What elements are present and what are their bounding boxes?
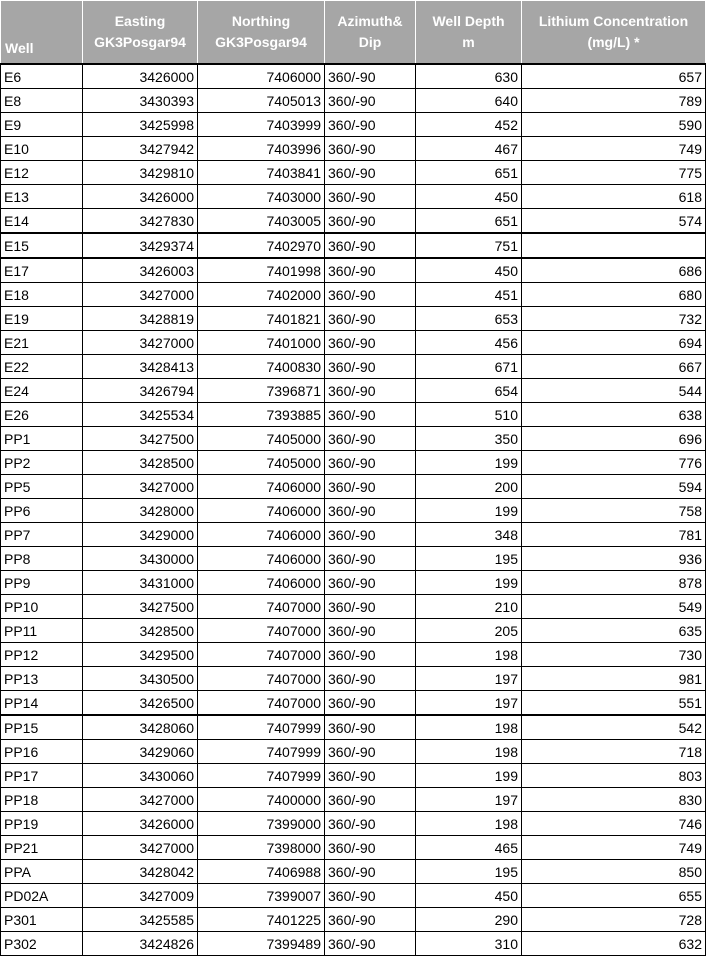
cell-well: PP7 xyxy=(1,523,83,547)
cell-easting: 3430000 xyxy=(83,547,198,571)
cell-azimuth-dip: 360/-90 xyxy=(325,860,416,884)
cell-easting: 3428819 xyxy=(83,307,198,331)
cell-northing: 7406000 xyxy=(198,547,325,571)
cell-well: PP12 xyxy=(1,643,83,667)
cell-azimuth-dip: 360/-90 xyxy=(325,209,416,234)
cell-well: PP5 xyxy=(1,475,83,499)
cell-azimuth-dip: 360/-90 xyxy=(325,715,416,740)
cell-lithium xyxy=(522,233,706,258)
cell-easting: 3428500 xyxy=(83,451,198,475)
header-azimuth-dip-line: Azimuth& xyxy=(337,13,403,29)
cell-lithium: 680 xyxy=(522,283,706,307)
cell-well: PP15 xyxy=(1,715,83,740)
cell-azimuth-dip: 360/-90 xyxy=(325,427,416,451)
cell-easting: 3426003 xyxy=(83,258,198,283)
cell-northing: 7407000 xyxy=(198,619,325,643)
cell-easting: 3427942 xyxy=(83,137,198,161)
cell-northing: 7407000 xyxy=(198,691,325,716)
cell-well-depth: 653 xyxy=(416,307,522,331)
cell-well: E8 xyxy=(1,89,83,113)
header-well-depth-line: m xyxy=(462,34,475,50)
cell-easting: 3429500 xyxy=(83,643,198,667)
cell-well-depth: 510 xyxy=(416,403,522,427)
cell-azimuth-dip: 360/-90 xyxy=(325,740,416,764)
header-northing-line: Northing xyxy=(231,13,291,29)
cell-well: E10 xyxy=(1,137,83,161)
table-row xyxy=(1,113,706,137)
cell-lithium: 544 xyxy=(522,379,706,403)
cell-azimuth-dip: 360/-90 xyxy=(325,403,416,427)
cell-well: PP17 xyxy=(1,764,83,788)
cell-well-depth: 671 xyxy=(416,355,522,379)
cell-lithium: 776 xyxy=(522,451,706,475)
table-row xyxy=(1,283,706,307)
cell-lithium: 775 xyxy=(522,161,706,185)
cell-well: PPA xyxy=(1,860,83,884)
cell-northing: 7406000 xyxy=(198,475,325,499)
table-row xyxy=(1,89,706,113)
cell-lithium: 594 xyxy=(522,475,706,499)
cell-well: PP16 xyxy=(1,740,83,764)
table-row xyxy=(1,64,706,89)
cell-well-depth: 450 xyxy=(416,185,522,209)
cell-northing: 7406000 xyxy=(198,571,325,595)
table-row xyxy=(1,908,706,932)
table-row xyxy=(1,209,706,234)
cell-azimuth-dip: 360/-90 xyxy=(325,475,416,499)
header-well-depth xyxy=(416,1,522,65)
cell-well: E13 xyxy=(1,185,83,209)
cell-well: E26 xyxy=(1,403,83,427)
cell-easting: 3429060 xyxy=(83,740,198,764)
table-row xyxy=(1,355,706,379)
cell-azimuth-dip: 360/-90 xyxy=(325,643,416,667)
cell-well: E15 xyxy=(1,233,83,258)
table-row xyxy=(1,307,706,331)
header-well-line: Well xyxy=(5,40,34,56)
cell-well: E14 xyxy=(1,209,83,234)
cell-azimuth-dip: 360/-90 xyxy=(325,233,416,258)
table-row xyxy=(1,860,706,884)
cell-well: PP19 xyxy=(1,812,83,836)
cell-northing: 7406000 xyxy=(198,523,325,547)
cell-well-depth: 290 xyxy=(416,908,522,932)
table-row xyxy=(1,379,706,403)
cell-well: P301 xyxy=(1,908,83,932)
cell-lithium: 657 xyxy=(522,64,706,89)
cell-easting: 3429000 xyxy=(83,523,198,547)
cell-northing: 7401000 xyxy=(198,331,325,355)
cell-azimuth-dip: 360/-90 xyxy=(325,836,416,860)
cell-azimuth-dip: 360/-90 xyxy=(325,884,416,908)
cell-lithium: 749 xyxy=(522,836,706,860)
cell-well-depth: 467 xyxy=(416,137,522,161)
cell-azimuth-dip: 360/-90 xyxy=(325,812,416,836)
table-row xyxy=(1,185,706,209)
cell-easting: 3427000 xyxy=(83,283,198,307)
cell-northing: 7406988 xyxy=(198,860,325,884)
cell-well-depth: 451 xyxy=(416,283,522,307)
cell-lithium: 730 xyxy=(522,643,706,667)
cell-well-depth: 456 xyxy=(416,331,522,355)
cell-easting: 3429374 xyxy=(83,233,198,258)
cell-well-depth: 640 xyxy=(416,89,522,113)
header-well xyxy=(1,1,83,65)
cell-well-depth: 654 xyxy=(416,379,522,403)
table-row xyxy=(1,836,706,860)
cell-easting: 3428042 xyxy=(83,860,198,884)
cell-well-depth: 450 xyxy=(416,258,522,283)
cell-well: PP1 xyxy=(1,427,83,451)
cell-easting: 3428500 xyxy=(83,619,198,643)
cell-well-depth: 452 xyxy=(416,113,522,137)
cell-well: E19 xyxy=(1,307,83,331)
cell-lithium: 781 xyxy=(522,523,706,547)
table-row xyxy=(1,233,706,258)
cell-azimuth-dip: 360/-90 xyxy=(325,137,416,161)
cell-well-depth: 465 xyxy=(416,836,522,860)
cell-azimuth-dip: 360/-90 xyxy=(325,788,416,812)
header-well-depth-line: Well Depth xyxy=(432,13,505,29)
cell-well-depth: 195 xyxy=(416,547,522,571)
cell-azimuth-dip: 360/-90 xyxy=(325,258,416,283)
cell-northing: 7407999 xyxy=(198,764,325,788)
cell-azimuth-dip: 360/-90 xyxy=(325,932,416,956)
table-row xyxy=(1,258,706,283)
cell-lithium: 551 xyxy=(522,691,706,716)
cell-azimuth-dip: 360/-90 xyxy=(325,89,416,113)
cell-well: PP11 xyxy=(1,619,83,643)
cell-northing: 7405000 xyxy=(198,427,325,451)
cell-easting: 3426000 xyxy=(83,64,198,89)
cell-easting: 3427000 xyxy=(83,331,198,355)
cell-lithium: 542 xyxy=(522,715,706,740)
cell-well: PP10 xyxy=(1,595,83,619)
header-northing-line: GK3Posgar94 xyxy=(215,34,307,50)
table-row xyxy=(1,547,706,571)
cell-well: E18 xyxy=(1,283,83,307)
cell-lithium: 789 xyxy=(522,89,706,113)
table-row xyxy=(1,571,706,595)
cell-northing: 7402000 xyxy=(198,283,325,307)
cell-well: PP21 xyxy=(1,836,83,860)
cell-well: PP9 xyxy=(1,571,83,595)
cell-well-depth: 198 xyxy=(416,643,522,667)
cell-easting: 3430500 xyxy=(83,667,198,691)
cell-lithium: 830 xyxy=(522,788,706,812)
cell-easting: 3427000 xyxy=(83,475,198,499)
cell-well: E22 xyxy=(1,355,83,379)
cell-easting: 3427000 xyxy=(83,788,198,812)
cell-well-depth: 198 xyxy=(416,740,522,764)
header-lithium-concentration-line: (mg/L) * xyxy=(587,34,640,50)
cell-well-depth: 197 xyxy=(416,667,522,691)
cell-easting: 3430393 xyxy=(83,89,198,113)
cell-northing: 7403000 xyxy=(198,185,325,209)
cell-azimuth-dip: 360/-90 xyxy=(325,113,416,137)
cell-azimuth-dip: 360/-90 xyxy=(325,619,416,643)
cell-northing: 7393885 xyxy=(198,403,325,427)
cell-well-depth: 348 xyxy=(416,523,522,547)
cell-lithium: 667 xyxy=(522,355,706,379)
cell-lithium: 686 xyxy=(522,258,706,283)
table-row xyxy=(1,788,706,812)
table-row xyxy=(1,932,706,956)
cell-well-depth: 310 xyxy=(416,932,522,956)
cell-lithium: 718 xyxy=(522,740,706,764)
cell-northing: 7398000 xyxy=(198,836,325,860)
header-easting-line: Easting xyxy=(114,13,166,29)
cell-well-depth: 199 xyxy=(416,451,522,475)
table-row xyxy=(1,331,706,355)
cell-azimuth-dip: 360/-90 xyxy=(325,571,416,595)
cell-well-depth: 199 xyxy=(416,764,522,788)
table-row xyxy=(1,427,706,451)
table-body xyxy=(1,64,706,956)
cell-northing: 7399489 xyxy=(198,932,325,956)
cell-easting: 3428000 xyxy=(83,499,198,523)
cell-northing: 7401821 xyxy=(198,307,325,331)
table-row xyxy=(1,451,706,475)
cell-lithium: 574 xyxy=(522,209,706,234)
cell-lithium: 981 xyxy=(522,667,706,691)
cell-northing: 7407999 xyxy=(198,715,325,740)
header-lithium-concentration xyxy=(522,1,706,65)
header-easting xyxy=(83,1,198,65)
cell-easting: 3428060 xyxy=(83,715,198,740)
cell-well: P302 xyxy=(1,932,83,956)
cell-azimuth-dip: 360/-90 xyxy=(325,667,416,691)
cell-easting: 3429810 xyxy=(83,161,198,185)
cell-lithium: 694 xyxy=(522,331,706,355)
table-row xyxy=(1,667,706,691)
table-row xyxy=(1,523,706,547)
table-row xyxy=(1,137,706,161)
cell-northing: 7403841 xyxy=(198,161,325,185)
cell-azimuth-dip: 360/-90 xyxy=(325,523,416,547)
cell-northing: 7405013 xyxy=(198,89,325,113)
cell-azimuth-dip: 360/-90 xyxy=(325,355,416,379)
table-row xyxy=(1,884,706,908)
cell-azimuth-dip: 360/-90 xyxy=(325,691,416,716)
cell-easting: 3430060 xyxy=(83,764,198,788)
cell-azimuth-dip: 360/-90 xyxy=(325,595,416,619)
cell-easting: 3425998 xyxy=(83,113,198,137)
cell-lithium: 728 xyxy=(522,908,706,932)
cell-northing: 7401225 xyxy=(198,908,325,932)
cell-easting: 3427000 xyxy=(83,836,198,860)
cell-northing: 7405000 xyxy=(198,451,325,475)
cell-lithium: 638 xyxy=(522,403,706,427)
cell-northing: 7407000 xyxy=(198,667,325,691)
cell-well-depth: 350 xyxy=(416,427,522,451)
cell-northing: 7407000 xyxy=(198,643,325,667)
cell-northing: 7406000 xyxy=(198,499,325,523)
cell-azimuth-dip: 360/-90 xyxy=(325,547,416,571)
cell-lithium: 655 xyxy=(522,884,706,908)
cell-easting: 3427500 xyxy=(83,427,198,451)
cell-well: PP14 xyxy=(1,691,83,716)
table-row xyxy=(1,161,706,185)
cell-northing: 7403996 xyxy=(198,137,325,161)
cell-well-depth: 197 xyxy=(416,788,522,812)
cell-easting: 3426500 xyxy=(83,691,198,716)
cell-easting: 3425585 xyxy=(83,908,198,932)
cell-well-depth: 205 xyxy=(416,619,522,643)
cell-azimuth-dip: 360/-90 xyxy=(325,331,416,355)
cell-northing: 7407000 xyxy=(198,595,325,619)
cell-azimuth-dip: 360/-90 xyxy=(325,64,416,89)
cell-azimuth-dip: 360/-90 xyxy=(325,764,416,788)
cell-well: PP8 xyxy=(1,547,83,571)
table-row xyxy=(1,499,706,523)
cell-lithium: 803 xyxy=(522,764,706,788)
cell-azimuth-dip: 360/-90 xyxy=(325,283,416,307)
table-header xyxy=(1,1,706,65)
cell-well-depth: 630 xyxy=(416,64,522,89)
cell-azimuth-dip: 360/-90 xyxy=(325,379,416,403)
cell-northing: 7396871 xyxy=(198,379,325,403)
table-row xyxy=(1,812,706,836)
cell-northing: 7401998 xyxy=(198,258,325,283)
cell-northing: 7400830 xyxy=(198,355,325,379)
cell-northing: 7402970 xyxy=(198,233,325,258)
cell-easting: 3425534 xyxy=(83,403,198,427)
cell-easting: 3426794 xyxy=(83,379,198,403)
table-row xyxy=(1,740,706,764)
cell-lithium: 590 xyxy=(522,113,706,137)
cell-northing: 7406000 xyxy=(198,64,325,89)
cell-well-depth: 751 xyxy=(416,233,522,258)
cell-well-depth: 198 xyxy=(416,812,522,836)
table-row xyxy=(1,475,706,499)
cell-lithium: 878 xyxy=(522,571,706,595)
cell-well: PP2 xyxy=(1,451,83,475)
cell-lithium: 732 xyxy=(522,307,706,331)
header-row xyxy=(1,1,706,65)
cell-easting: 3424826 xyxy=(83,932,198,956)
cell-azimuth-dip: 360/-90 xyxy=(325,161,416,185)
cell-well-depth: 197 xyxy=(416,691,522,716)
cell-azimuth-dip: 360/-90 xyxy=(325,185,416,209)
table-row xyxy=(1,715,706,740)
cell-lithium: 936 xyxy=(522,547,706,571)
cell-easting: 3427500 xyxy=(83,595,198,619)
cell-easting: 3426000 xyxy=(83,812,198,836)
cell-well-depth: 450 xyxy=(416,884,522,908)
cell-well-depth: 651 xyxy=(416,161,522,185)
cell-well: E24 xyxy=(1,379,83,403)
cell-well-depth: 200 xyxy=(416,475,522,499)
cell-well: E17 xyxy=(1,258,83,283)
cell-lithium: 696 xyxy=(522,427,706,451)
cell-azimuth-dip: 360/-90 xyxy=(325,307,416,331)
cell-well: E6 xyxy=(1,64,83,89)
table-row xyxy=(1,403,706,427)
header-azimuth-dip xyxy=(325,1,416,65)
cell-northing: 7403999 xyxy=(198,113,325,137)
cell-easting: 3427830 xyxy=(83,209,198,234)
cell-northing: 7400000 xyxy=(198,788,325,812)
header-easting-line: GK3Posgar94 xyxy=(94,34,186,50)
table-row xyxy=(1,643,706,667)
cell-easting: 3431000 xyxy=(83,571,198,595)
cell-well-depth: 651 xyxy=(416,209,522,234)
cell-lithium: 746 xyxy=(522,812,706,836)
cell-easting: 3427009 xyxy=(83,884,198,908)
cell-well-depth: 199 xyxy=(416,571,522,595)
cell-northing: 7399000 xyxy=(198,812,325,836)
cell-lithium: 632 xyxy=(522,932,706,956)
cell-well: PP6 xyxy=(1,499,83,523)
cell-lithium: 749 xyxy=(522,137,706,161)
table-row xyxy=(1,764,706,788)
header-northing xyxy=(198,1,325,65)
table-row xyxy=(1,619,706,643)
cell-easting: 3428413 xyxy=(83,355,198,379)
cell-well: PP13 xyxy=(1,667,83,691)
cell-well-depth: 210 xyxy=(416,595,522,619)
cell-well: PD02A xyxy=(1,884,83,908)
cell-lithium: 758 xyxy=(522,499,706,523)
cell-lithium: 635 xyxy=(522,619,706,643)
cell-easting: 3426000 xyxy=(83,185,198,209)
cell-lithium: 549 xyxy=(522,595,706,619)
cell-northing: 7403005 xyxy=(198,209,325,234)
cell-azimuth-dip: 360/-90 xyxy=(325,908,416,932)
cell-northing: 7407999 xyxy=(198,740,325,764)
cell-azimuth-dip: 360/-90 xyxy=(325,499,416,523)
header-lithium-concentration-line: Lithium Concentration xyxy=(538,13,689,29)
cell-lithium: 618 xyxy=(522,185,706,209)
cell-northing: 7399007 xyxy=(198,884,325,908)
table-row xyxy=(1,691,706,716)
cell-azimuth-dip: 360/-90 xyxy=(325,451,416,475)
cell-well-depth: 195 xyxy=(416,860,522,884)
cell-lithium: 850 xyxy=(522,860,706,884)
cell-well: PP18 xyxy=(1,788,83,812)
cell-well: E12 xyxy=(1,161,83,185)
cell-well-depth: 198 xyxy=(416,715,522,740)
header-azimuth-dip-line: Dip xyxy=(358,34,382,50)
cell-well: E9 xyxy=(1,113,83,137)
cell-well: E21 xyxy=(1,331,83,355)
table-row xyxy=(1,595,706,619)
cell-well-depth: 199 xyxy=(416,499,522,523)
